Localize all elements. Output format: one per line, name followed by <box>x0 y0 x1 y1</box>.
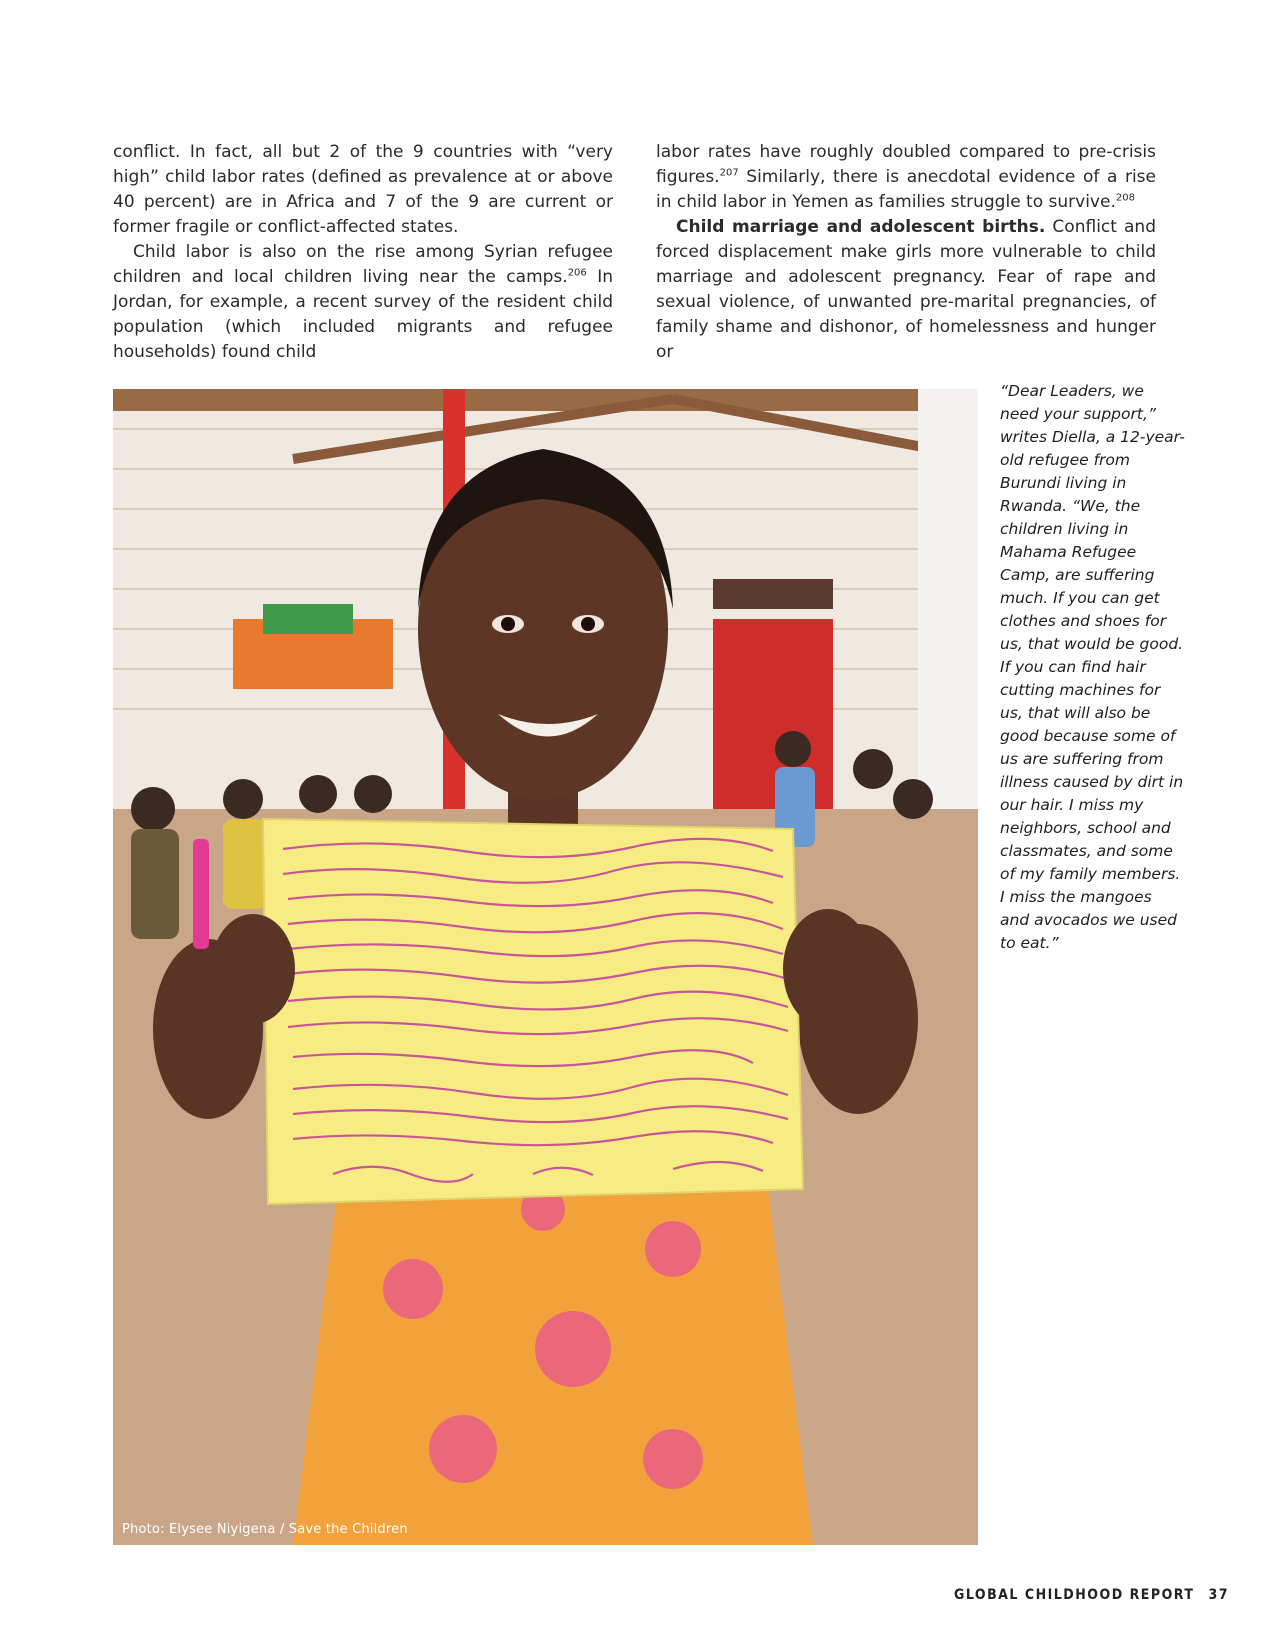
footnote-ref: 206 <box>567 267 587 279</box>
paragraph <box>656 140 1156 215</box>
paragraph-text: labor rates have roughly doubled compared to pre-crisis figures. <box>656 142 1156 187</box>
page-number: 37 <box>1208 1587 1229 1603</box>
paragraph-text: In Jordan, for example, a recent survey of the resident child population (which included migrants and refugee households) found child <box>113 267 613 362</box>
paragraph <box>656 215 1156 365</box>
left-text-column <box>113 140 613 365</box>
page-footer <box>954 1587 1229 1603</box>
paragraph: conflict. In fact, all but 2 of the 9 countries with “very high” child labor rates (defined as prevalence at or above 40 percent) are in Africa and 7 of the 9 are current or former fragile or conflict-affected states. <box>113 142 613 237</box>
photo-credit: Photo: Elysee Niyigena / Save the Children <box>122 1522 408 1537</box>
footnote-ref: 207 <box>719 167 739 179</box>
photo-girl-holding-letter <box>113 389 978 1545</box>
footnote-ref: 208 <box>1115 192 1135 204</box>
photo-illustration <box>113 389 978 1545</box>
paragraph <box>113 240 613 365</box>
paragraph-text: Similarly, there is anecdotal evidence of a rise in child labor in Yemen as families struggle to survive. <box>656 167 1156 212</box>
report-title: GLOBAL CHILDHOOD REPORT <box>954 1587 1195 1603</box>
sidebar-quote: “Dear Leaders, we need your support,” writes Diella, a 12-year-old refugee from Burundi living in Rwanda. “We, the children living in Mahama Refugee Camp, are suffering much. If you can get clothes and shoes for us, that would be good. If you can find hair cutting machines for us, that will also be good because some of us are suffering from illness caused by dirt in our hair. I miss my neighbors, school and classmates, and some of my family members. I miss the mangoes and avocados we used to eat.” <box>1000 382 1185 952</box>
right-text-column <box>656 140 1156 365</box>
paragraph-text: Child labor is also on the rise among Syrian refugee children and local children living near the camps. <box>113 242 613 287</box>
paragraph-text: Conflict and forced displacement make girls more vulnerable to child marriage and adolescent pregnancy. Fear of rape and sexual violence, of unwanted pre-marital pregnancies, of family shame and dishonor, of homelessness and hunger or <box>656 217 1156 362</box>
section-lead-heading: Child marriage and adolescent births. <box>676 217 1046 237</box>
